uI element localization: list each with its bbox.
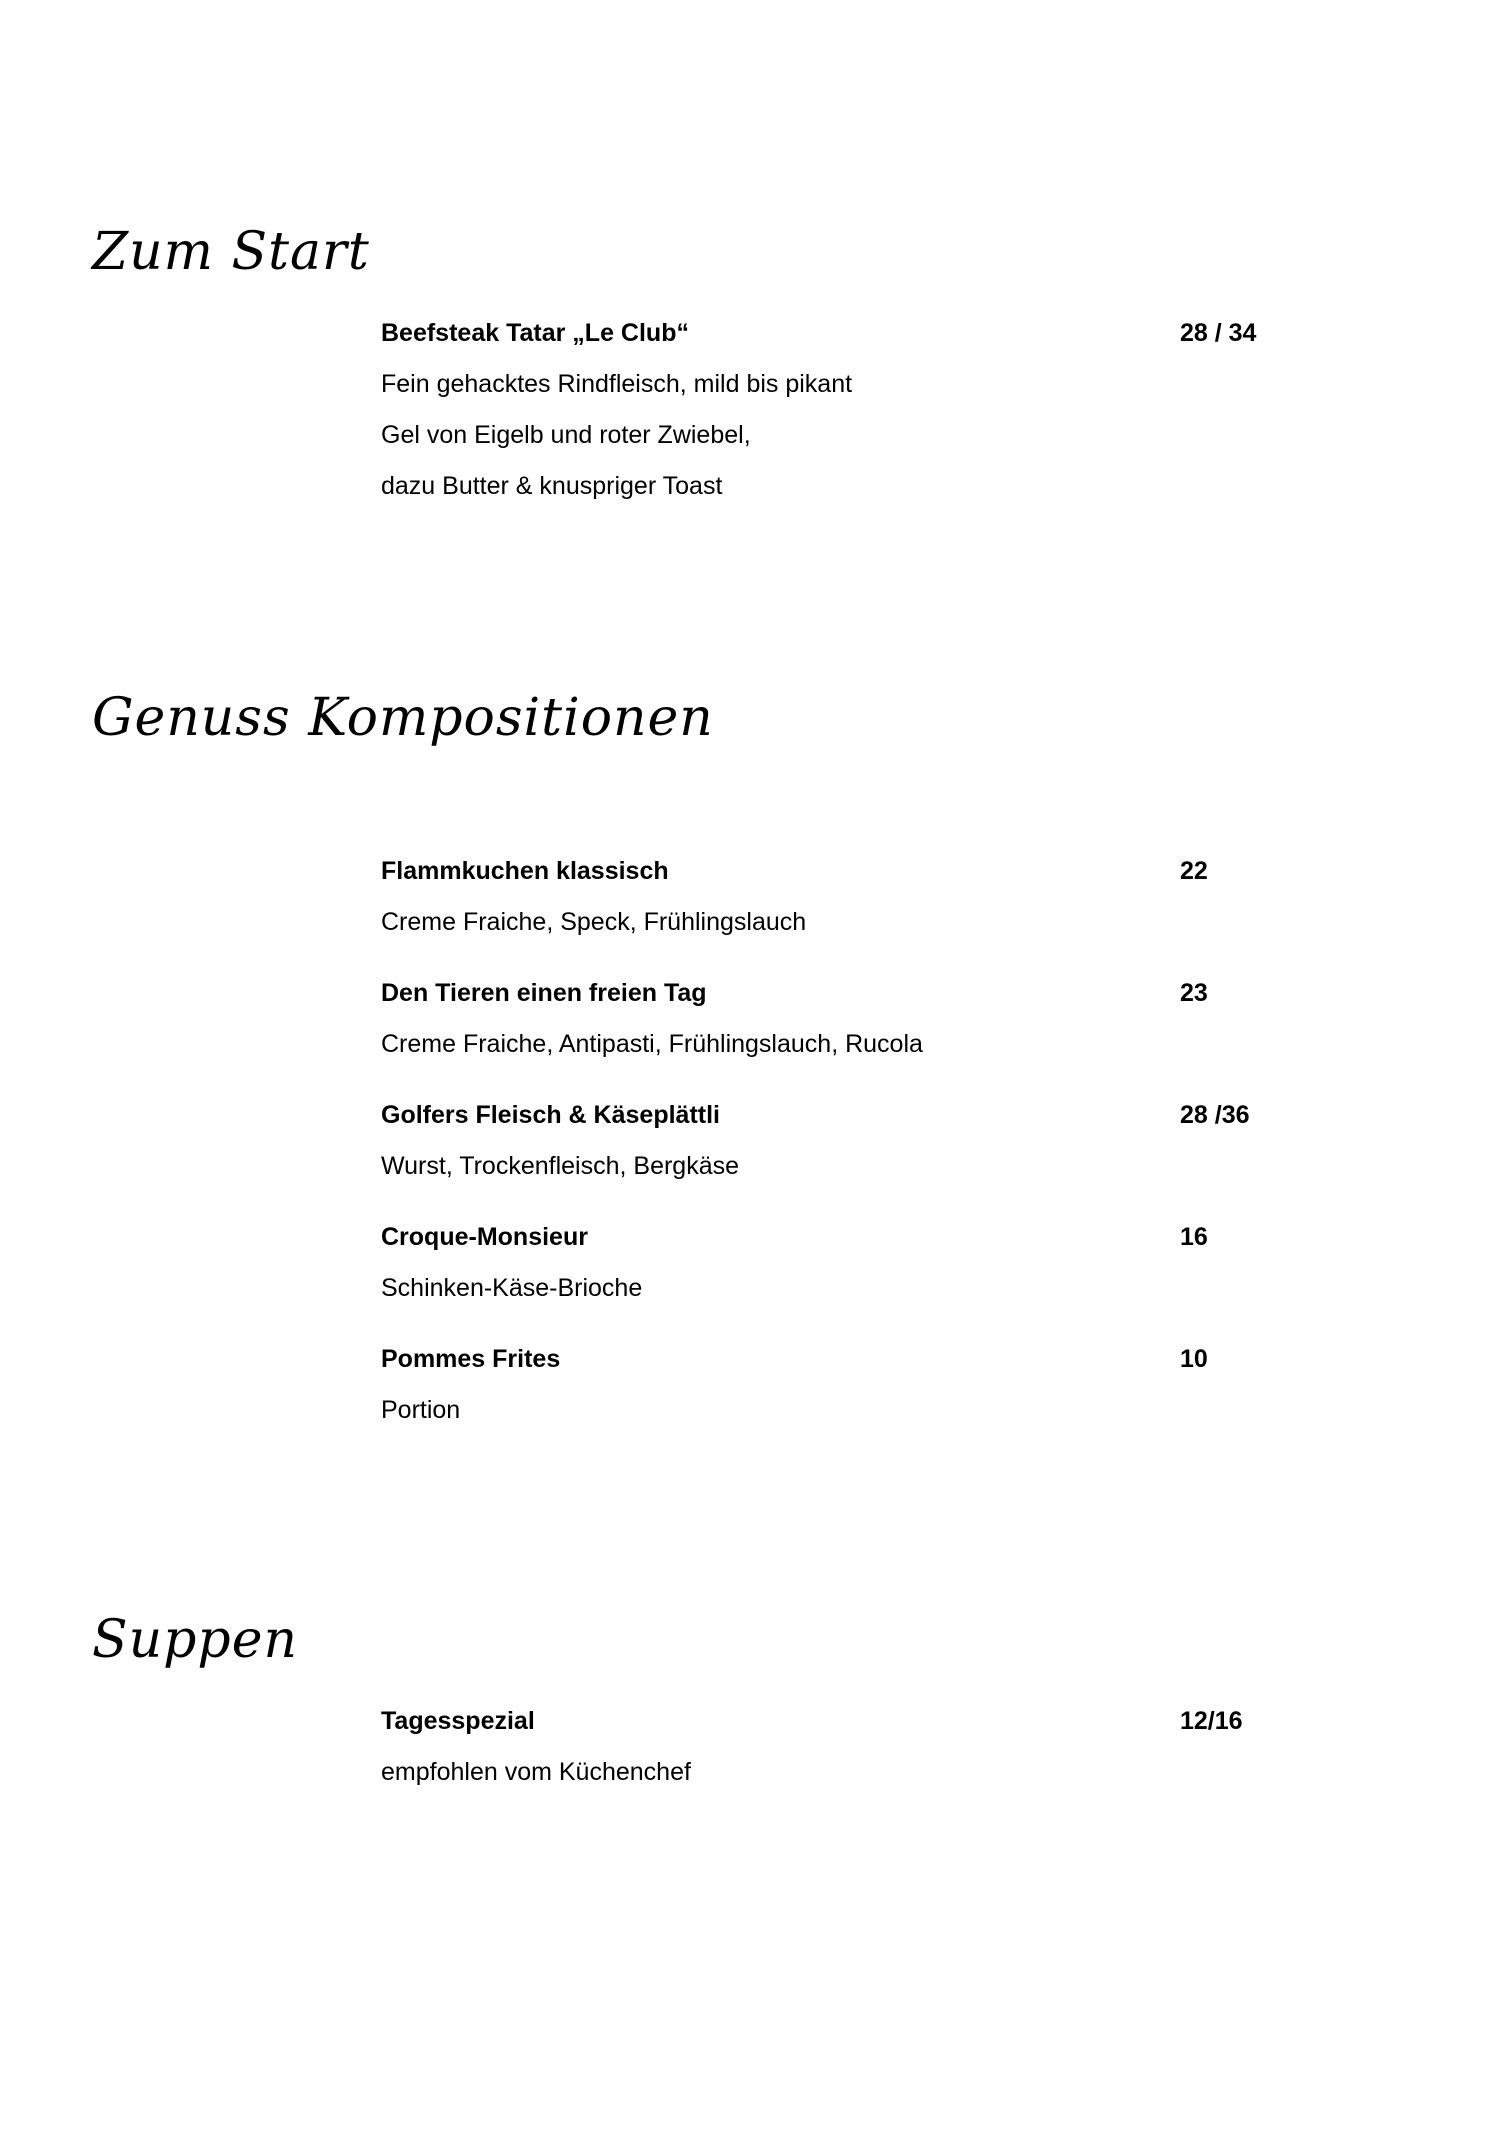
menu-item [381,856,1281,958]
item-description: Creme Fraiche, Antipasti, Frühlingslauch, Rucola [381,1030,923,1058]
item-name: Pommes Frites [381,1345,561,1373]
item-description: Wurst, Trockenfleisch, Bergkäse [381,1152,740,1180]
item-description: Schinken-Käse-Brioche [381,1274,643,1302]
item-description: dazu Butter & knuspriger Toast [381,472,723,500]
item-price: 28 /36 [1180,1101,1250,1129]
item-description: Fein gehacktes Rindfleisch, mild bis pikant [381,370,853,398]
menu-item [381,1706,1281,1808]
section-title-suppen: Suppen [92,1610,298,1670]
section-title-genuss-kompositionen: Genuss Kompositionen [92,688,714,748]
menu-item [381,978,1281,1080]
item-price: 10 [1180,1345,1208,1373]
item-price: 16 [1180,1223,1208,1251]
item-price: 28 / 34 [1180,319,1257,347]
item-name: Golfers Fleisch & Käseplättli [381,1101,720,1129]
menu-item [381,318,1281,522]
section-items-suppen [381,1706,1281,1808]
item-name: Beefsteak Tatar „Le Club“ [381,319,689,347]
item-name: Flammkuchen klassisch [381,857,669,885]
item-price: 22 [1180,857,1208,885]
item-description: Gel von Eigelb und roter Zwiebel, [381,421,751,449]
item-name: Tagesspezial [381,1707,535,1735]
menu-item [381,1344,1281,1446]
item-price: 12/16 [1180,1707,1243,1735]
item-name: Croque-Monsieur [381,1223,588,1251]
item-description: empfohlen vom Küchenchef [381,1758,691,1786]
item-description: Portion [381,1396,461,1424]
item-description: Creme Fraiche, Speck, Frühlingslauch [381,908,807,936]
section-title-zum-start: Zum Start [92,222,370,282]
menu-item [381,1222,1281,1324]
section-items-genuss-kompositionen [381,856,1281,1446]
section-items-zum-start [381,318,1281,522]
item-price: 23 [1180,979,1208,1007]
menu-item [381,1100,1281,1202]
item-name: Den Tieren einen freien Tag [381,979,707,1007]
